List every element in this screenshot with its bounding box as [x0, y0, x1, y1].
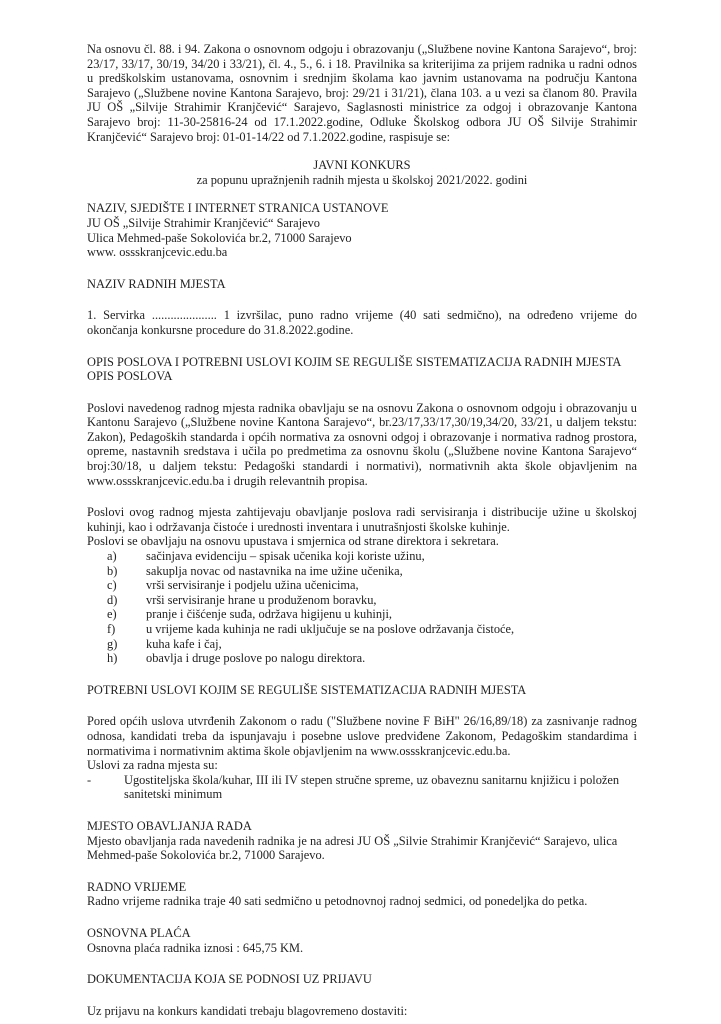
- duties-heading: OPIS POSLOVA I POTREBNI USLOVI KOJIM SE REGULIŠE SISTEMATIZACIJA RADNIH MJESTA: [87, 354, 622, 369]
- document-title: JAVNI KONKURS: [313, 158, 411, 173]
- list-marker: f): [107, 622, 116, 636]
- location-heading: MJESTO OBAVLJANJA RADA: [87, 818, 252, 833]
- list-item-text: obavlja i druge poslove po nalogu direktora.: [146, 651, 366, 666]
- list-marker: d): [107, 592, 118, 607]
- conditions-heading: POTREBNI USLOVI KOJIM SE REGULIŠE SISTEMATIZACIJA RADNIH MJESTA: [87, 682, 527, 697]
- conditions-section: [87, 683, 637, 802]
- list-item: [87, 651, 637, 666]
- hours-heading: RADNO VRIJEME: [87, 879, 187, 894]
- intro-paragraph: Na osnovu čl. 88. i 94. Zakona o osnovnom odgoju i obrazovanju („Službene novine Kantona Sarajevo“, broj: 23/17, 33/17, 30/19, 34/20 i 33/21), čl. 4., 5., 6. i 18. Pravilnika sa kriterijima za prijem radnika u radni odnos u predškolskim ustanovama, osnovnim i srednjim školama kao javnim ustanovama na području Kantona Sarajevo („Službene novine Kantona Sarajevo, broj: 29/21 i 31/21), člana 103. a u vezi sa članom 80. Pravila JU OŠ „Silvije Strahimir Kranjčević“ Sarajevo, Saglasnosti ministrice za odgoj i obrazovanje Kantona Sarajevo broj: 11-30-25816-24 od 17.1.2022.godine, Odluke Školskog odbora JU OŠ Silvije Strahimir Kranjčević“ Sarajevo broj: 01-01-14/22 od 7.1.2022.godine, raspisuje se:: [87, 42, 637, 144]
- list-marker: a): [107, 549, 117, 564]
- institution-address: Ulica Mehmed-paše Sokolovića br.2, 71000 Sarajevo: [87, 230, 352, 245]
- list-item: [87, 549, 637, 564]
- position-item: 1. Servirka ..................... 1 izvršilac, puno radno vrijeme (40 sati sedmično), na određeno vrijeme do okončanja konkursne procedure do 31.8.2022.godine.: [87, 308, 637, 337]
- title-block: [87, 158, 637, 187]
- location-text: Mjesto obavljanja rada navedenih radnika je na adresi JU OŠ „Silvie Strahimir Kranjčević“ Sarajevo, ulica Mehmed-paše Sokolovića br.2, 71000 Sarajevo.: [87, 833, 618, 863]
- salary-text: Osnovna plaća radnika iznosi : 645,75 KM.: [87, 940, 304, 955]
- list-item: [87, 593, 637, 608]
- conditions-paragraph-2: Uslovi za radna mjesta su:: [87, 758, 218, 773]
- institution-web: www. ossskranjcevic.edu.ba: [87, 245, 228, 260]
- duties-subheading: OPIS POSLOVA: [87, 369, 173, 384]
- list-item-text: kuha kafe i čaj,: [146, 636, 222, 651]
- requirement-text: Ugostiteljska škola/kuhar, III ili IV stepen stručne spreme, uz obaveznu sanitarnu knjižicu i položen sanitetski minimum: [124, 772, 620, 802]
- list-marker: h): [107, 651, 118, 666]
- institution-name: JU OŠ „Silvije Strahimir Kranjčević“ Sarajevo: [87, 215, 320, 230]
- location-section: [87, 819, 637, 863]
- list-marker: c): [107, 578, 117, 593]
- duties-paragraph-3: Poslovi se obavljaju na osnovu upustava i smjernica od strane direktora i sekretara.: [87, 534, 499, 549]
- positions-heading: NAZIV RADNIH MJESTA: [87, 276, 226, 291]
- positions-section: [87, 277, 637, 338]
- documents-section: [87, 972, 637, 1018]
- salary-section: [87, 926, 637, 955]
- institution-heading: NAZIV, SJEDIŠTE I INTERNET STRANICA USTANOVE: [87, 201, 389, 216]
- list-item-text: u vrijeme kada kuhinja ne radi uključuje se na poslove održavanja čistoće,: [146, 622, 515, 636]
- documents-heading: DOKUMENTACIJA KOJA SE PODNOSI UZ PRIJAVU: [87, 972, 372, 987]
- list-item: [87, 637, 637, 652]
- hours-text: Radno vrijeme radnika traje 40 sati sedmično u petodnovnoj radnoj sedmici, od ponedeljka do petka.: [87, 894, 588, 909]
- duties-list: [87, 549, 637, 666]
- hours-section: [87, 880, 637, 909]
- list-item-text: sakuplja novac od nastavnika na ime užine učenika,: [146, 563, 403, 578]
- duties-section: [87, 355, 637, 666]
- document-body: [87, 42, 637, 1018]
- list-marker: b): [107, 563, 118, 578]
- documents-text: Uz prijavu na konkurs kandidati trebaju blagovremeno dostaviti:: [87, 1003, 408, 1018]
- list-item-text: vrši servisiranje hrane u produženom boravku,: [146, 592, 377, 607]
- list-item: [87, 607, 637, 622]
- dash-marker: -: [87, 772, 92, 787]
- institution-section: [87, 201, 637, 259]
- list-marker: g): [107, 636, 118, 651]
- list-item-text: pranje i čišćenje suđa, održava higijenu u kuhinji,: [146, 607, 393, 622]
- list-item-text: sačinjava evidenciju – spisak učenika koji koriste užinu,: [146, 549, 425, 564]
- conditions-requirement: [87, 773, 637, 802]
- list-item: [87, 622, 637, 637]
- duties-paragraph-1: Poslovi navedenog radnog mjesta radnika obavljaju se na osnovu Zakona o osnovnom odgoju i obrazovanju u Kantonu Sarajevo („Službene novine Kantona Sarajevo“, br.23/17,33/17,30/19,34/20, 33/21, u daljem tekstu: Zakon), Pedagoških standarda i općih normativa za osnovni odgoj i obrazovanje i normativa radnog prostora, opreme, nastavnih sredstava i učila po predmetima za osnovnu školu („Službene novine Kantona Sarajevo“ broj:30/18, u daljem tekstu: Pedagoški standardi i normativi), normativnih akta škole objavljenim na www.ossskranjcevic.edu.ba i drugih relevantnih propisa.: [87, 400, 637, 488]
- list-item: [87, 564, 637, 579]
- duties-paragraph-2: Poslovi ovog radnog mjesta zahtijevaju obavljanje poslova radi servisiranja i distribucije užine u školskoj kuhinji, kao i održavanja čistoće i urednosti inventara i unutrašnjosti školske kuhinje.: [87, 505, 637, 534]
- salary-heading: OSNOVNA PLAĆA: [87, 925, 191, 940]
- list-item-text: vrši servisiranje i podjelu užina učenicima,: [146, 578, 359, 593]
- list-marker: e): [107, 607, 117, 622]
- document-subtitle: za popunu upražnjenih radnih mjesta u školskoj 2021/2022. godini: [196, 172, 528, 187]
- conditions-paragraph-1: Pored općih uslova utvrđenih Zakonom o radu ("Službene novine F BiH" 26/16,89/18) za zasnivanje radnog odnosa, kandidati treba da ispunjavaju i posebne uslove predviđene Zakonom, Pedagoškim standardima i normativima i normativnim aktima škole objavljenim na www.ossskranjcevic.edu.ba.: [87, 714, 637, 758]
- list-item: [87, 578, 637, 593]
